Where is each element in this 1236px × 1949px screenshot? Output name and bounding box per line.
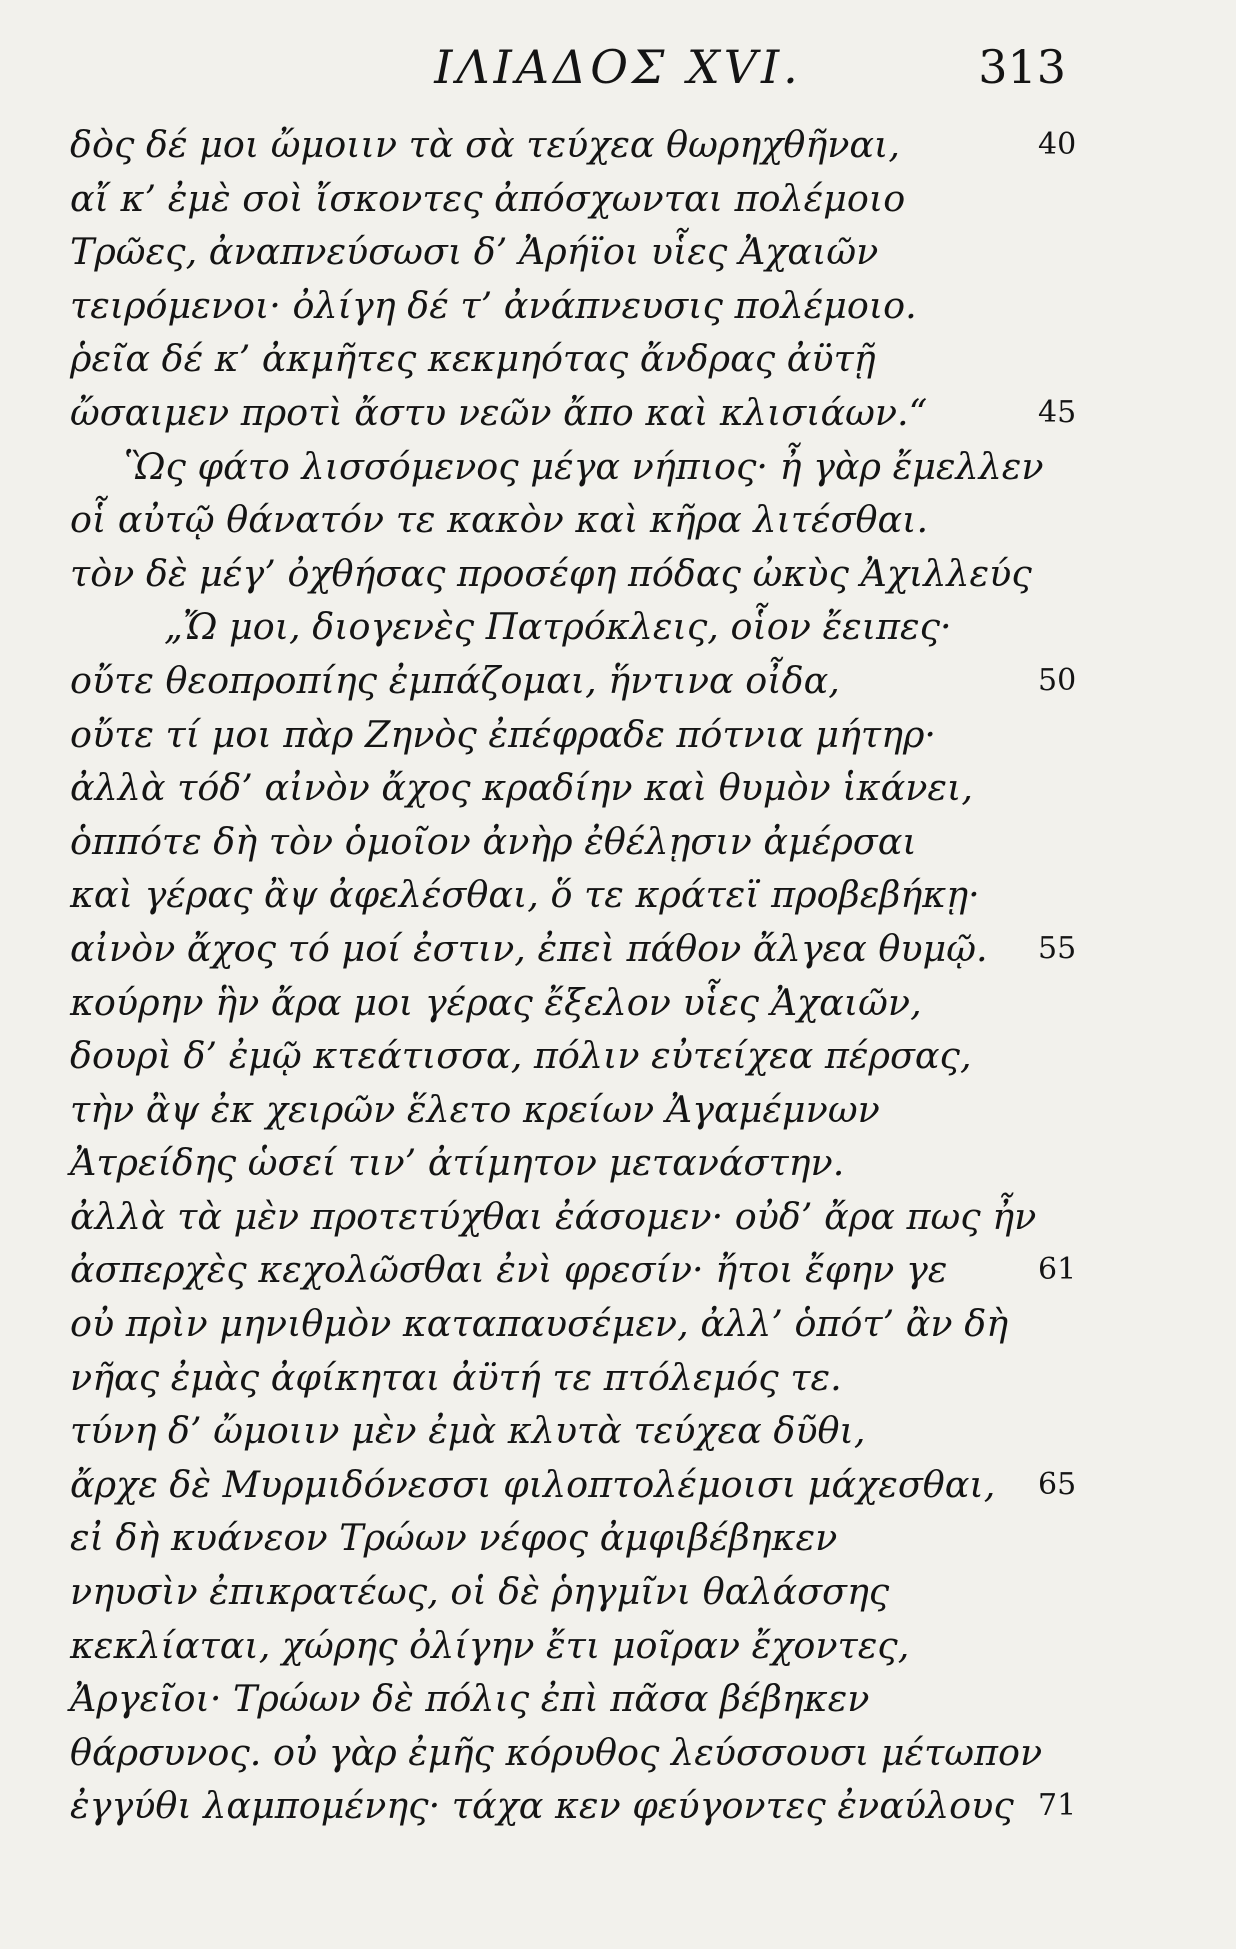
verse-text: „Ὤ μοι, διογενὲς Πατρόκλεις, οἷον ἔειπες· [164,605,952,649]
verse-text: νῆας ἐμὰς ἀφίκηται ἀϋτή τε πτόλεμός τε. [70,1355,842,1399]
verse-text: ἐγγύθι λαμπομένης· τάχα κεν φεύγοντες ἐναύλους [70,1784,1014,1828]
verse-text: ὤσαιμεν προτὶ ἄστυ νεῶν ἄπο καὶ κλισιάων.“ [70,390,928,434]
verse-line [70,1190,1070,1244]
verse-text: Ἀτρείδης ὡσεί τιν’ ἀτίμητον μετανάστην. [70,1141,845,1185]
verse-text: δουρὶ δ’ ἐμῷ κτεάτισσα, πόλιν εὐτείχεα πέρσας, [70,1034,972,1078]
verse-line [70,440,1070,494]
verse-text: Τρῶες, ἀναπνεύσωσι δ’ Ἀρήϊοι υἷες Ἀχαιῶν [70,230,879,274]
verse-line [70,1297,1070,1351]
verse-text: κεκλίαται, χώρης ὀλίγην ἔτι μοῖραν ἔχοντες, [70,1623,910,1667]
verse-line [70,868,1070,922]
line-number: 71 [1038,1788,1077,1824]
line-number: 45 [1038,394,1077,430]
verse-text: ὁππότε δὴ τὸν ὁμοῖον ἀνὴρ ἐθέλῃσιν ἀμέρσαι [70,819,917,863]
verse-text: νηυσὶν ἐπικρατέως, οἱ δὲ ῥηγμῖνι θαλάσσης [70,1570,890,1614]
verse-line [70,118,1077,172]
verse-line [70,708,1070,762]
verse-text: αἴ κ’ ἐμὲ σοὶ ἴσκοντες ἀπόσχωνται πολέμοιο [70,176,906,220]
verse-text-block [70,118,1077,1833]
verse-text: εἰ δὴ κυάνεον Τρώων νέφος ἀμφιβέβηκεν [70,1516,838,1560]
verse-line [70,1565,1070,1619]
verse-text: οὔτε τί μοι πὰρ Ζηνὸς ἐπέφραδε πότνια μήτηρ· [70,712,937,756]
verse-text: καὶ γέρας ἂψ ἀφελέσθαι, ὅ τε κράτεϊ προβεβήκῃ· [70,873,980,917]
page-number: 313 [978,40,1066,94]
verse-line [70,1779,1077,1833]
verse-line [70,922,1077,976]
verse-text: οἷ αὐτῷ θάνατόν τε κακὸν καὶ κῆρα λιτέσθαι. [70,498,929,542]
verse-line [70,654,1077,708]
line-number: 55 [1038,930,1077,966]
verse-line [70,1029,1070,1083]
verse-line [70,1726,1070,1780]
verse-line [70,1619,1070,1673]
verse-text: ἄρχε δὲ Μυρμιδόνεσσι φιλοπτολέμοισι μάχεσθαι, [70,1462,996,1506]
verse-text: ἀλλὰ τόδ’ αἰνὸν ἄχος κραδίην καὶ θυμὸν ἱκάνει, [70,766,973,810]
verse-line [70,1083,1070,1137]
verse-line [70,493,1070,547]
verse-line [70,172,1070,226]
verse-line [70,1458,1077,1512]
verse-text: θάρσυνος. οὐ γὰρ ἐμῆς κόρυθος λεύσσουσι μέτωπον [70,1730,1043,1774]
line-number: 61 [1038,1252,1077,1288]
verse-line [70,600,1070,654]
verse-text: ἀλλὰ τὰ μὲν προτετύχθαι ἐάσομεν· οὐδ’ ἄρα πως ἦν [70,1194,1037,1238]
verse-line [70,1351,1070,1405]
verse-text: τὴν ἂψ ἐκ χειρῶν ἕλετο κρείων Ἀγαμέμνων [70,1087,880,1131]
running-title: ΙΛΙΑΔΟΣ XVI. [434,40,802,94]
verse-line [70,386,1077,440]
verse-text: κούρην ἣν ἄρα μοι γέρας ἔξελον υἷες Ἀχαιῶν, [70,980,922,1024]
page-header [0,30,1236,100]
verse-text: Ἀργεῖοι· Τρώων δὲ πόλις ἐπὶ πᾶσα βέβηκεν [70,1677,870,1721]
verse-text: τὸν δὲ μέγ’ ὀχθήσας προσέφη πόδας ὠκὺς Ἀχιλλεύς [70,551,1032,595]
line-number: 50 [1038,662,1077,698]
verse-text: οὔτε θεοπροπίης ἐμπάζομαι, ἥντινα οἶδα, [70,658,840,702]
verse-line [70,547,1070,601]
verse-line [70,279,1070,333]
verse-line [70,225,1070,279]
verse-text: οὐ πρὶν μηνιθμὸν καταπαυσέμεν, ἀλλ’ ὁπότ’ ἂν δὴ [70,1302,1009,1346]
verse-line [70,1243,1077,1297]
verse-text: ἀσπερχὲς κεχολῶσθαι ἐνὶ φρεσίν· ἤτοι ἔφην γε [70,1248,948,1292]
verse-line [70,976,1070,1030]
verse-text: Ὣς φάτο λισσόμενος μέγα νήπιος· ἦ γὰρ ἔμελλεν [124,444,1044,488]
verse-text: ῥεῖα δέ κ’ ἀκμῆτες κεκμηότας ἄνδρας ἀϋτῇ [70,337,876,381]
verse-text: τύνη δ’ ὤμοιιν μὲν ἐμὰ κλυτὰ τεύχεα δῦθι, [70,1409,866,1453]
verse-line [70,332,1070,386]
verse-text: τειρόμενοι· ὀλίγη δέ τ’ ἀνάπνευσις πολέμοιο. [70,283,917,327]
verse-line [70,761,1070,815]
verse-line [70,1511,1070,1565]
verse-line [70,1672,1070,1726]
verse-line [70,1404,1070,1458]
verse-text: δὸς δέ μοι ὤμοιιν τὰ σὰ τεύχεα θωρηχθῆναι, [70,123,900,166]
line-number: 65 [1038,1466,1077,1502]
verse-text: αἰνὸν ἄχος τό μοί ἐστιν, ἐπεὶ πάθον ἄλγεα θυμῷ. [70,926,988,970]
line-number: 40 [1038,127,1077,162]
verse-line [70,815,1070,869]
verse-line [70,1136,1070,1190]
